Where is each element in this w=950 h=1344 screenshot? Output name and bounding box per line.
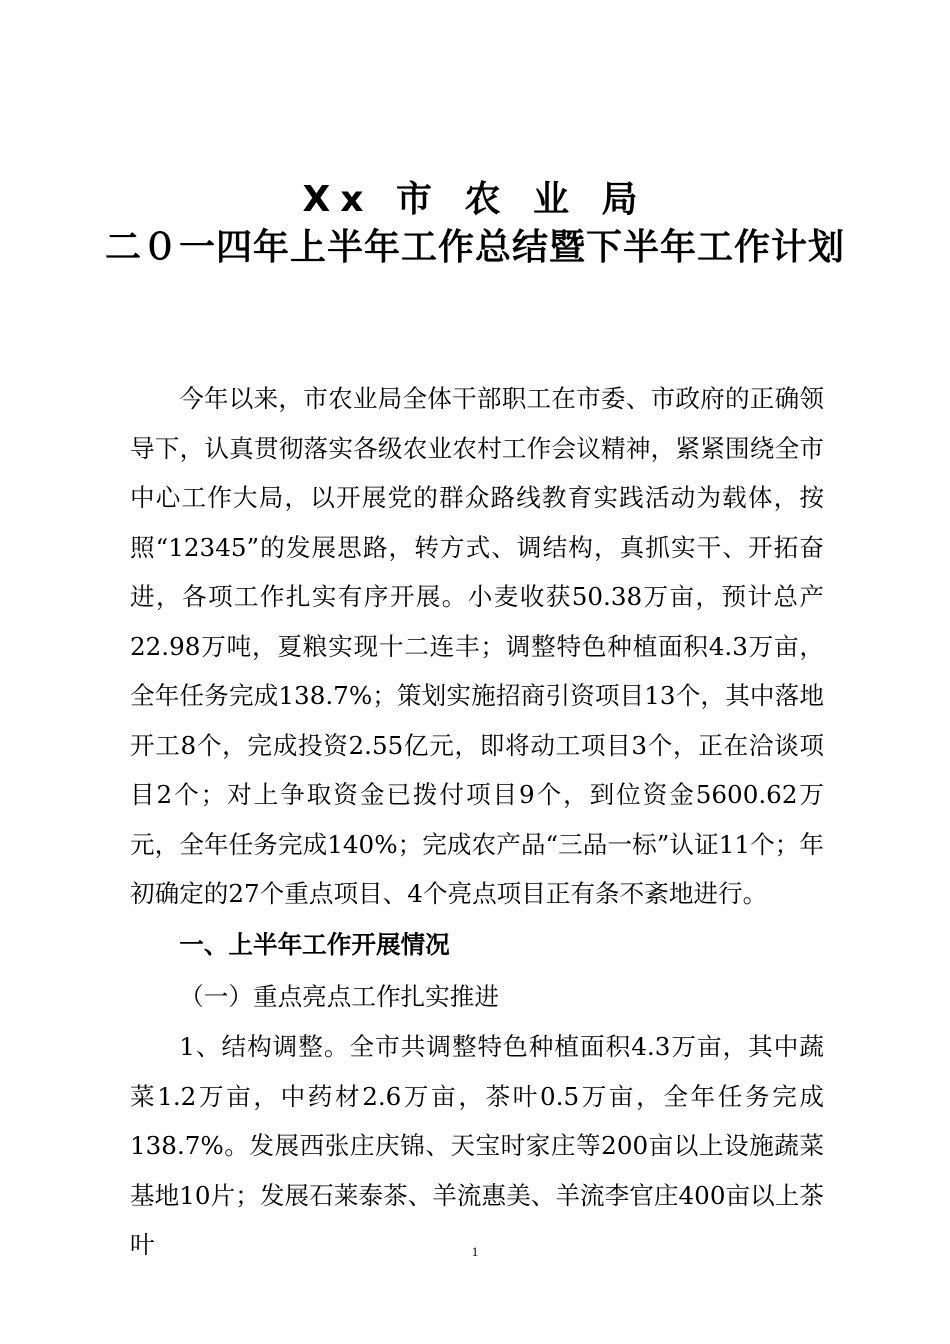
intro-paragraph: 今年以来，市农业局全体干部职工在市委、市政府的正确领导下，认真贯彻落实各级农业农村工作会议精神，紧紧围绕全市中心工作大局，以开展党的群众路线教育实践活动为载体，按照“12345”的发展思路，转方式、调结构，真抓实干、开拓奋进，各项工作扎实有序开展。小麦收获50.38万亩，预计总产22.98万吨，夏粮实现十二连丰；调整特色种植面积4.3万亩，全年任务完成138.7%；策划实施招商引资项目13个，其中落地开工8个，完成投资2.55亿元，即将动工项目3个，正在洽谈项目2个；对上争取资金已拨付项目9个，到位资金5600.62万元，全年任务完成140%；完成农产品“三品一标”认证11个；年初确定的27个重点项目、4个亮点项目正有条不紊地进行。 bbox=[130, 384, 824, 908]
section-heading-first-half: 一、上半年工作开展情况 bbox=[179, 930, 450, 959]
structure-adjustment-paragraph: 1、结构调整。全市共调整特色种植面积4.3万亩，其中蔬菜1.2万亩，中药材2.6万亩，茶叶0.5万亩，全年任务完成138.7%。发展西张庄庆锦、天宝时家庄等200亩以上设施蔬菜基地10片；发展石莱泰茶、羊流惠美、羊流李官庄400亩以上茶叶 bbox=[130, 1032, 824, 1259]
document-title-main: 二０一四年上半年工作总结暨下半年工作计划 bbox=[104, 227, 845, 268]
page-number: 1 bbox=[471, 1244, 479, 1259]
document-title-org: Xx 市 农 业 局 bbox=[302, 179, 648, 220]
subsection-heading-key-work: （一）重点亮点工作扎实推进 bbox=[179, 982, 499, 1011]
